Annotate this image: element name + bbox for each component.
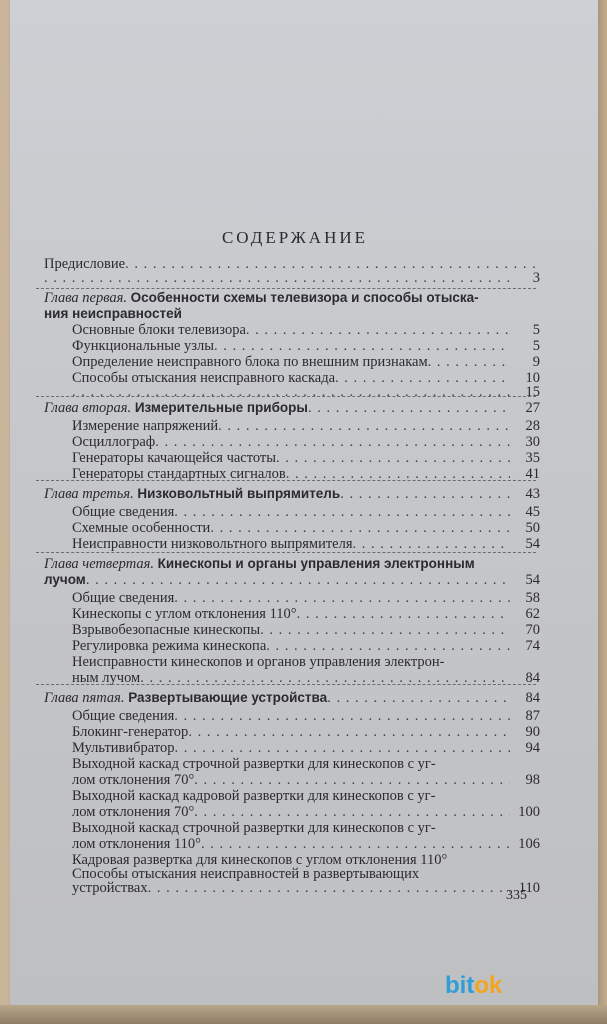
toc-entry: Регулировка режима кинескопа . . . 74 [72,638,540,654]
toc-entry: Взрывобезопасные кинескопы . . . 70 [72,622,540,638]
book-bottom-edge [0,1005,607,1024]
chapter-4-heading: Глава четвертая. Кинескопы и органы управления электронным [44,556,475,572]
chapter-separator [36,552,536,553]
chapter-separator [36,288,536,289]
toc-entry: лом отклонения 110° . . . 106 [72,836,540,852]
book-spine [598,0,607,1024]
chapter-separator [36,396,536,397]
toc-entry: лом отклонения 70° . . . 98 [72,772,540,788]
page-number: 335 [506,888,527,903]
chapter-3-heading: Глава третья. Низковольтный выпрямитель . . . 43 [44,486,540,502]
toc-entry: Основные блоки телевизора . . . 5 [72,322,540,338]
toc-entry: Общие сведения . . . 58 [72,590,540,606]
watermark-logo: bitok [445,972,503,999]
toc-entry: Неисправности низковольтного выпрямителя . . . 54 [72,536,540,552]
chapter-title: Особенности схемы телевизора и способы отыска- [130,290,479,305]
toc-entry: устройствах . . . 110 [72,880,540,896]
toc-entry: Кинескопы с углом отклонения 110° . . . 62 [72,606,540,622]
chapter-2-heading: Глава вторая. Измерительные приборы . . . 27 [44,400,540,416]
toc-entry: Схемные особенности . . . 50 [72,520,540,536]
toc-entry: Кадровая развертка для кинескопов с углом отклонения 110° [72,852,448,868]
toc-entry: Генераторы стандартных сигналов . . . 41 [72,466,540,482]
toc-entry: Общие сведения . . . 45 [72,504,540,520]
toc-entry: Функциональные узлы . . . 5 [72,338,540,354]
toc-title: СОДЕРЖАНИЕ [221,228,369,247]
toc-entry: Выходной каскад строчной развертки для кинескопов с уг- [72,756,436,772]
toc-entry: Мультивибратор . . . 94 [72,740,540,756]
toc-entry: Измерение напряжений . . . 28 [72,418,540,434]
toc-page-number: 3 [532,270,540,286]
chapter-1-heading-cont: ния неисправностей [44,306,182,321]
toc-entry: Общие сведения . . . 87 [72,708,540,724]
book-page [10,0,600,1010]
toc-entry: Неисправности кинескопов и органов управления электрон- [72,654,445,670]
toc-entry-text: Предисловие [44,256,126,272]
toc-entry: Способы отыскания неисправностей в развертывающих [72,866,420,882]
toc-entry: ным лучом . . . 84 [72,670,540,686]
chapter-separator [36,684,536,685]
toc-entry: Выходной каскад строчной развертки для кинескопов с уг- [72,820,436,836]
chapter-separator [36,480,536,481]
chapter-4-heading-cont: лучом . . . 54 [44,572,540,588]
chapter-label: Глава первая. [44,290,128,306]
toc-entry-extra-page: . . . 15 [72,384,540,400]
toc-entry: Генераторы качающейся частоты . . . 35 [72,450,540,466]
toc-entry: лом отклонения 70° . . . 100 [72,804,540,820]
toc-entry: Выходной каскад кадровой развертки для кинескопов с уг- [72,788,436,804]
chapter-1-heading [44,290,540,306]
chapter-5-heading: Глава пятая. Развертывающие устройства . . . 84 [44,690,540,706]
toc-entry: Осциллограф . . . 30 [72,434,540,450]
toc-entry: Способы отыскания неисправного каскада . . . 10 [72,370,540,386]
toc-entry: Определение неисправного блока по внешним признакам . . . 9 [72,354,540,370]
toc-entry: Блокинг-генератор . . . 90 [72,724,540,740]
toc-preface-page [44,270,540,286]
